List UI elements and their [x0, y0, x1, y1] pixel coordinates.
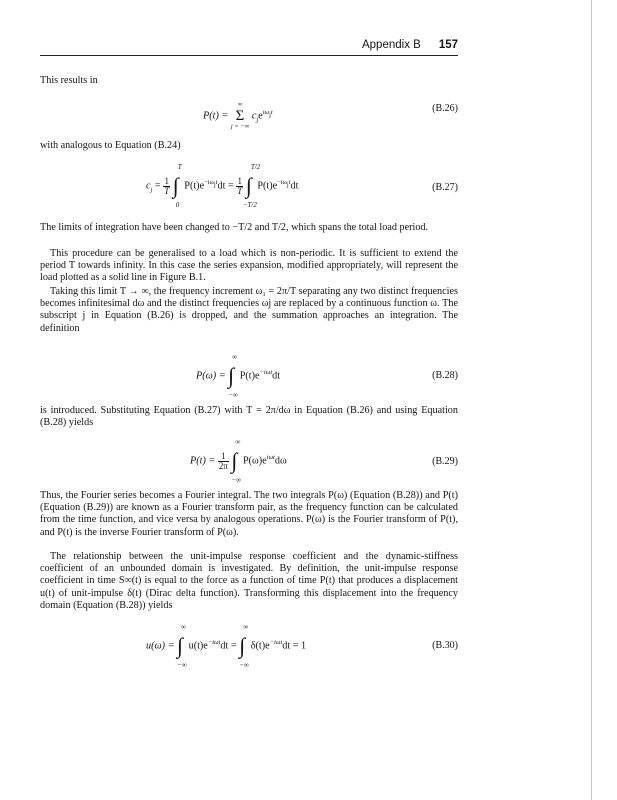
equation-b30: u(ω) = ∫ ∞ −∞ $u(t)e^{-i\omega t}dt$ = ∫ ∞ −∞ $\delta(t)e^{-i\omega t}dt = 1$ (B.30)	[146, 623, 458, 669]
header-section: Appendix B	[361, 39, 421, 51]
para-results-in: This results in	[40, 75, 98, 86]
eq-b30-number: (B.30)	[432, 640, 458, 651]
para-non-periodic: This procedure can be generalised to a load which is non-periodic. It is sufficient to extend the period T towards infinity. In this case the series expansion, modified appropriately, will represent the load plotted as a solid line in Figure B.1.	[40, 248, 458, 284]
equation-b27: $c_j$ = $\frac{1}{T}$ ∫ T 0 $P(t)e^{-i\omega_jt}dt$ = $\frac{1}{T}$ ∫ T/2 −T/2 $P(t)e^{-i\omega_jt}dt$ (B.27)	[146, 163, 458, 209]
equation-b26: P(t) = ∞ Σ j = −∞ $c_je^{i\omega_jt}$ (B.26)	[203, 101, 458, 130]
integral-symbol: ∫ ∞ −∞	[239, 623, 249, 669]
sum-symbol: ∞ Σ j = −∞	[230, 101, 250, 130]
header-rule	[40, 55, 458, 56]
eq-b29-number: (B.29)	[432, 456, 458, 467]
eq-b28-number: (B.28)	[432, 370, 458, 381]
equation-b29: P(t) = $\frac{1}{2\pi}$ ∫ ∞ −∞ $P(\omega)e^{i\omega t}d\omega$ (B.29)	[190, 438, 458, 484]
integral-symbol: ∫ ∞ −∞	[177, 623, 187, 669]
page-edge	[591, 0, 592, 800]
equation-b28: P(ω) = ∫ ∞ −∞ $P(t)e^{-i\omega t}dt$ (B.28)	[196, 353, 458, 399]
eq-b27-number: (B.27)	[432, 182, 458, 193]
eq-b26-number: (B.26)	[432, 103, 458, 114]
integral-symbol: ∫ ∞ −∞	[231, 438, 242, 484]
para-substituting: is introduced. Substituting Equation (B.27) with T = 2π/dω in Equation (B.26) and using Equation (B.28) yields	[40, 405, 458, 429]
running-header	[300, 39, 458, 51]
para-analogous: with analogous to Equation (B.24)	[40, 140, 181, 151]
integral-symbol: ∫ T 0	[172, 163, 182, 209]
page-number: 157	[438, 39, 458, 51]
integral-symbol: ∫ T/2 −T/2	[242, 163, 261, 209]
integral-symbol: ∫ ∞ −∞	[228, 353, 238, 399]
para-limits: The limits of integration have been changed to −T/2 and T/2, which spans the total load period.	[40, 222, 429, 233]
para-fourier-integral: Thus, the Fourier series becomes a Fourier integral. The two integrals P(ω) (Equation (B.28)) and P(t) (Equation (B.29)) are known as a Fourier transform pair, as the frequency function can be calculated from the time function, and vice versa by analogous operations. P(ω) is the Fourier transform of P(t), and P(t) is the inverse Fourier transform of P(ω).	[40, 490, 458, 538]
eq-b26-lhs: P(t) =	[203, 110, 231, 122]
para-unit-impulse: The relationship between the unit-impulse response coefficient and the dynamic-stiffness coefficient of an unbounded domain is investigated. By definition, the unit-impulse response coefficient in time S∞(t) is equal to the force as a function of time P(t) that produces a displacement u(t) of unit-impulse δ(t) (Dirac delta function). Transforming this displacement into the frequency domain (Equation (B.28)) yields	[40, 551, 458, 611]
para-taking-limit: Taking this limit T → ∞, the frequency increment ω₁ = 2π/T separating any two distinct frequencies becomes infinitesimal dω and the distinct frequencies ωj are replaced by a continuous function ω. The subscript j in Equation (B.26) is dropped, and the summation approaches an integration. The definition	[40, 286, 458, 334]
